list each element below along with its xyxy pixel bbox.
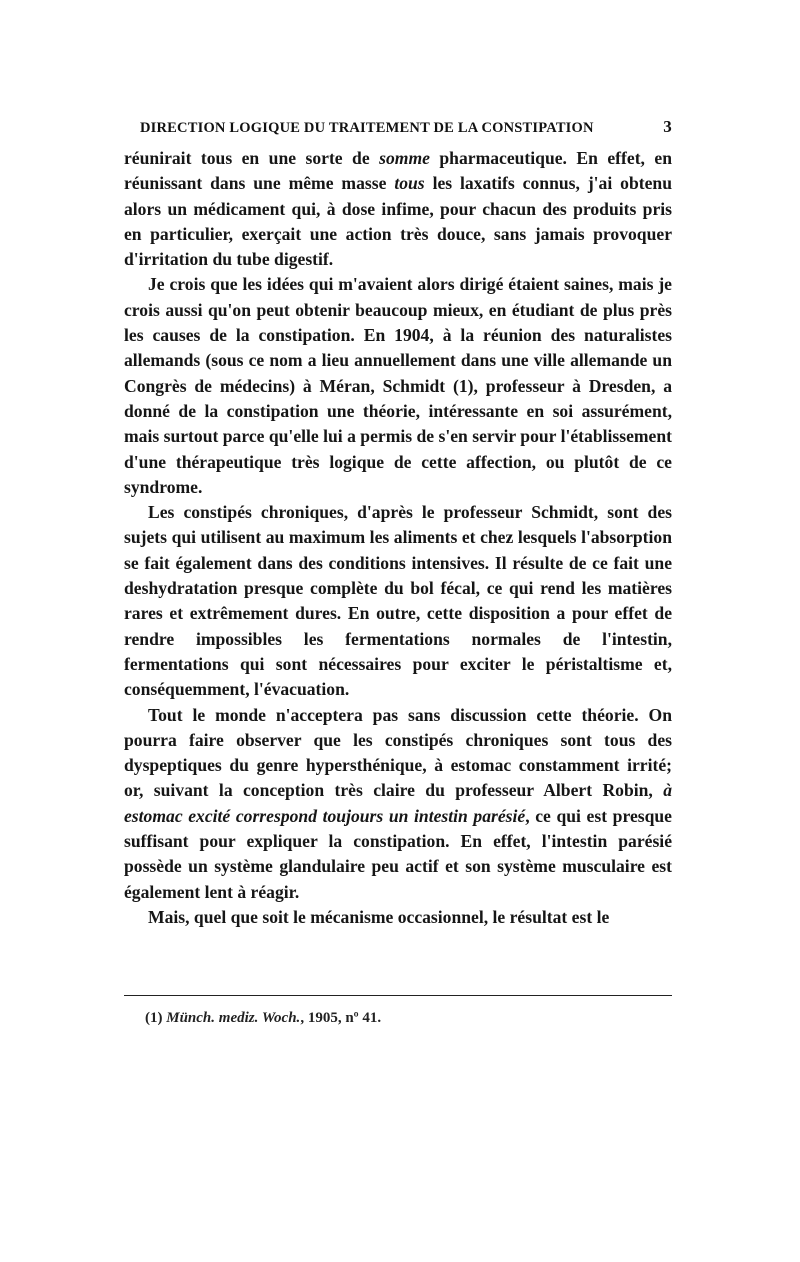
footnote-marker: (1) — [145, 1010, 163, 1026]
paragraph-2: Je crois que les idées qui m'avaient alors dirigé étaient saines, mais je crois aussi qu'on peut obtenir beaucoup mieux, en étudiant de plus près les causes de la constipation. En 1904, à la réunion des naturalistes allemands (sous ce nom a lieu annuellement dans une ville allemande un Congrès de médecins) à Méran, Schmidt (1), professeur à Dresden, a donné de la constipation une théorie, intéressante en soi assurément, mais surtout parce qu'elle lui a permis de s'en servir pour l'établissement d'une thérapeutique très logique de cette affection, ou plutôt de ce syndrome. — [124, 274, 672, 497]
paragraph-5: Mais, quel que soit le mécanisme occasionnel, le résultat est le — [148, 906, 610, 927]
paragraph-4-part-1: Tout le monde n'acceptera pas sans discussion cette théorie. On pourra faire observer que les constipés chroniques sont tous des dyspeptiques du genre hypersthénique, à estomac constamment irrité; or, suivant la conception très claire du professeur Albert Robin, — [124, 704, 672, 801]
paragraph-4-emphasis: à estomac excité correspond toujours un intestin parésié — [124, 780, 672, 826]
paragraph-4 — [124, 703, 672, 905]
running-title: DIRECTION LOGIQUE DU TRAITEMENT DE LA CONSTIPATION — [140, 120, 594, 136]
running-header — [124, 112, 672, 142]
footnote-divider — [124, 995, 672, 996]
paragraph-1-part-1: réunirait tous en une sorte de — [124, 148, 380, 168]
body-text — [124, 146, 672, 930]
paragraph-1-emphasis-2: tous — [394, 173, 425, 194]
page-number: 3 — [663, 117, 672, 136]
footnote-details: , 1905, nº 41. — [300, 1010, 382, 1026]
paragraph-1-part-3: les laxatifs connus, j'ai obtenu alors un médicament qui, à dose infime, pour chacun des produits pris en particulier, exerçait une action très douce, sans jamais provoquer d'irritation du tube digestif. — [124, 173, 672, 270]
book-page — [124, 112, 672, 930]
paragraph-3: Les constipés chroniques, d'après le professeur Schmidt, sont des sujets qui utilisent au maximum les aliments et chez lesquels l'absorption se fait également dans des conditions intensives. Il résulte de ce fait une deshydratation presque complète du bol fécal, ce qui rend les matières rares et extrêmement dures. En outre, cette disposition a pour effet de rendre impossibles les fermentations normales de l'intestin, fermentations qui sont nécessaires pour exciter le péristaltisme et, conséquemment, l'évacuation. — [124, 502, 672, 700]
paragraph-1-emphasis-1: somme — [379, 148, 430, 168]
paragraph-1 — [124, 146, 672, 272]
footnote-source: Münch. mediz. Woch. — [166, 1010, 301, 1026]
paragraph-4-part-2: , ce qui est presque suffisant pour expliquer la constipation. En effet, l'intestin parésié possède un système glandulaire peu actif et son système musculaire est également lent à réagir. — [124, 805, 672, 902]
paragraph-1-part-2: pharmaceutique. En effet, en réunissant dans une même masse — [124, 148, 672, 194]
footnote — [145, 1010, 665, 1027]
